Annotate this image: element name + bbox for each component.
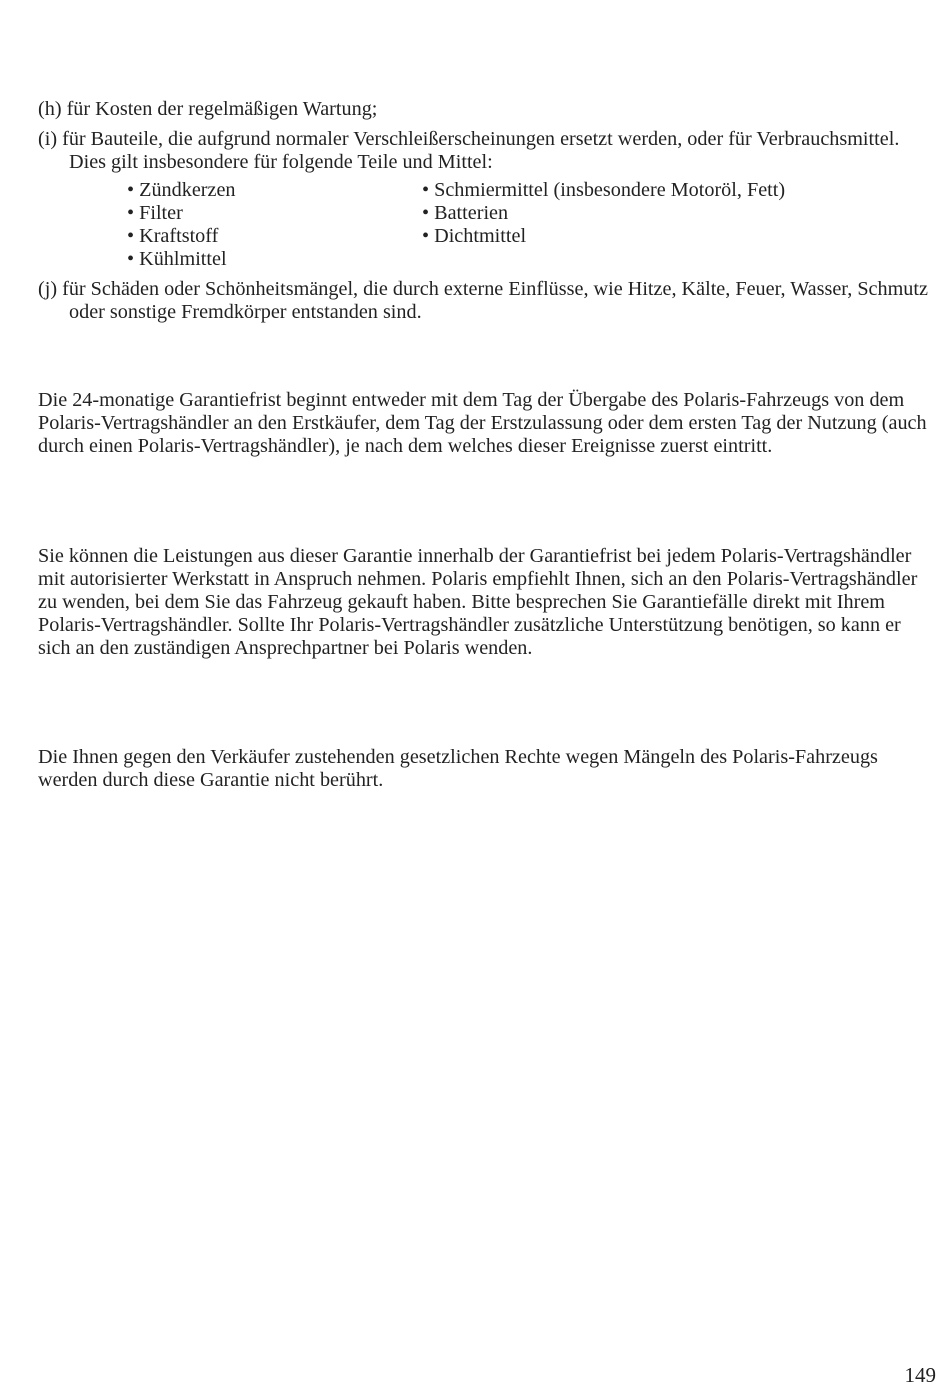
bullet-item: • Filter [127, 202, 183, 224]
bullet-item: • Schmiermittel (insbesondere Motoröl, Fett) [422, 179, 786, 201]
exclusion-item-i: (i) für Bauteile, die aufgrund normaler Verschleißerscheinungen ersetzt werden, oder für Verbrauchsmittel. Dies gilt insbesondere für folgende Teile und Mittel: [38, 128, 900, 173]
statutory-rights-paragraph: Die Ihnen gegen den Verkäufer zustehenden gesetzlichen Rechte wegen Mängeln des Polaris-Fahrzeugs werden durch diese Garantie nicht berührt. [38, 746, 878, 791]
exclusion-item-j: (j) für Schäden oder Schönheitsmängel, die durch externe Einflüsse, wie Hitze, Kälte, Feuer, Wasser, Schmutz oder sonstige Fremdkörper entstanden sind. [38, 278, 928, 323]
bullet-item: • Dichtmittel [422, 225, 527, 247]
exclusion-list [38, 98, 936, 324]
bullet-item: • Kraftstoff [127, 225, 219, 247]
warranty-period-paragraph: Die 24-monatige Garantiefrist beginnt entweder mit dem Tag der Übergabe des Polaris-Fahrzeugs von dem Polaris-Vertragshändler an den Erstkäufer, dem Tag der Erstzulassung oder dem ersten Tag der Nutzung (auch durch einen Polaris-Vertragshändler), je nach dem welches dieser Ereignisse zuerst eintritt. [38, 389, 927, 457]
bullet-item: • Batterien [422, 202, 509, 224]
warranty-claims-paragraph: Sie können die Leistungen aus dieser Garantie innerhalb der Garantiefrist bei jedem Polaris-Vertragshändler mit autorisierter Werkstatt in Anspruch nehmen. Polaris empfiehlt Ihnen, sich an den Polaris-Vertragshändler zu wenden, bei dem Sie das Fahrzeug gekauft haben. Bitte besprechen Sie Garantiefälle direkt mit Ihrem Polaris-Vertragshändler. Sollte Ihr Polaris-Vertragshändler zusätzliche Unterstützung benötigen, so kann er sich an den zuständigen Ansprechpartner bei Polaris wenden. [38, 545, 918, 659]
exclusion-item-h: (h) für Kosten der regelmäßigen Wartung; [38, 98, 378, 120]
consumables-bullet-list [127, 179, 936, 271]
page-number: 149 [904, 1363, 936, 1387]
bullet-item: • Kühlmittel [127, 248, 227, 270]
bullet-item: • Zündkerzen [127, 179, 236, 201]
